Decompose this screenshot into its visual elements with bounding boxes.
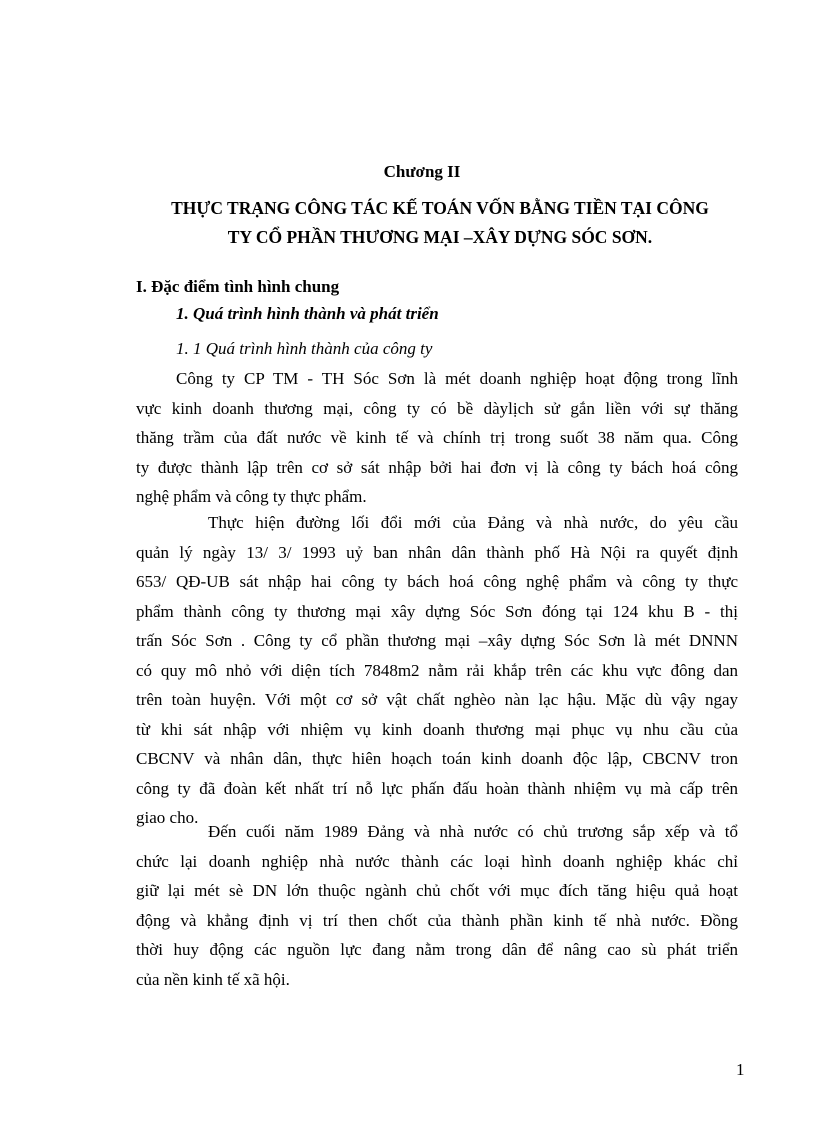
subsection-heading: 1. Quá trình hình thành và phát triển — [176, 304, 439, 323]
paragraph-line: có quy mô nhỏ với diện tích 7848m2 nằm rải khắp trên các khu vực đông dan — [136, 660, 738, 680]
paragraph-3 — [136, 817, 738, 994]
paragraph-line: Thực hiện đường lối đổi mới của Đảng và nhà nước, do yêu cầu — [208, 513, 738, 532]
paragraph-line: phẩm thành công ty thương mại xây dựng Sóc Sơn đóng tại 124 khu B - thị — [136, 601, 738, 621]
paragraph-line: thăng trầm của đất nước về kinh tế và chính trị trong suốt 38 năm qua. Công — [136, 428, 738, 447]
paragraph-line: giao cho. — [136, 808, 199, 827]
subsubsection-heading: 1. 1 Quá trình hình thành của công ty — [176, 339, 433, 358]
chapter-title — [120, 194, 760, 252]
chapter-title-line: TY CỔ PHẦN THƯƠNG MẠI –XÂY DỰNG SÓC SƠN. — [227, 227, 653, 247]
section-heading: I. Đặc điểm tình hình chung — [136, 277, 340, 296]
paragraph-line: ty được thành lập trên cơ sở sát nhập bởi hai đơn vị là công ty bách hoá công — [136, 457, 738, 477]
paragraph-line: Công ty CP TM - TH Sóc Sơn là mét doanh nghiệp hoạt động trong lĩnh — [176, 369, 738, 388]
paragraph-1 — [136, 364, 738, 512]
paragraph-line: 653/ QĐ-UB sát nhập hai công ty bách hoá công nghệ phẩm và công ty thực — [136, 572, 738, 591]
paragraph-line: giữ lại mét sè DN lớn thuộc ngành chủ chốt với mục đích tăng hiệu quả hoạt — [136, 881, 738, 900]
paragraph-line: động và khẳng định vị trí then chốt của thành phần kinh tế nhà nước. Đồng — [136, 910, 738, 930]
paragraph-line: thời huy động các nguồn lực đang nằm trong dân để nâng cao sù phát triển — [136, 940, 738, 959]
paragraph-line: của nền kinh tế xã hội. — [136, 969, 290, 989]
paragraph-line: vực kinh doanh thương mại, công ty có bề dàylịch sử gắn liền với sự thăng — [136, 398, 738, 418]
paragraph-line: trên toàn huyện. Với một cơ sở vật chất nghèo nàn lạc hậu. Mặc dù vậy ngay — [136, 690, 738, 709]
chapter-title-line: THỰC TRẠNG CÔNG TÁC KẾ TOÁN VỐN BẰNG TIỀN TẠI CÔNG — [171, 198, 709, 218]
paragraph-line: quản lý ngày 13/ 3/ 1993 uỷ ban nhân dân thành phố Hà Nội ra quyết định — [136, 542, 738, 562]
chapter-heading: Chương II — [383, 162, 461, 181]
paragraph-line: trấn Sóc Sơn . Công ty cổ phần thương mại –xây dựng Sóc Sơn là mét DNNN — [136, 631, 738, 650]
paragraph-line: Đến cuối năm 1989 Đảng và nhà nước có chủ trương sắp xếp và tổ — [208, 822, 738, 841]
page-number: 1 — [736, 1060, 745, 1079]
paragraph-line: nghệ phẩm và công ty thực phẩm. — [136, 487, 367, 506]
paragraph-line: CBCNV và nhân dân, thực hiên hoạch toán kinh doanh độc lập, CBCNV tron — [136, 749, 738, 768]
paragraph-line: công ty đã đoàn kết nhất trí nỗ lực phấn đấu hoàn thành nhiệm vụ mà cấp trên — [136, 778, 738, 798]
paragraph-2 — [136, 508, 738, 833]
paragraph-line: chức lại doanh nghiệp nhà nước thành các loại hình doanh nghiệp khác chỉ — [136, 851, 738, 871]
paragraph-line: từ khi sát nhập với nhiệm vụ kinh doanh thương mại phục vụ nhu cầu của — [136, 719, 738, 739]
